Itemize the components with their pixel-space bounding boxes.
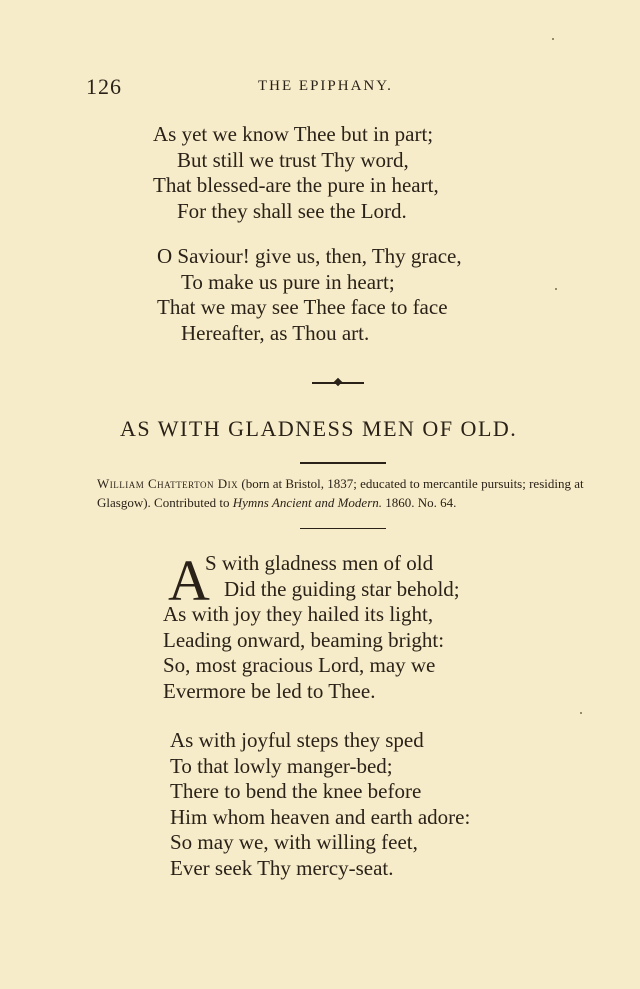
verse-line: As with joy they hailed its light, (163, 602, 434, 626)
title-rule (300, 462, 386, 464)
verse-line: To that lowly manger-bed; (170, 753, 393, 778)
verse-line: As with joyful steps they sped (170, 728, 424, 752)
stanza-2 (157, 244, 462, 346)
verse-line: Ever seek Thy mercy-seat. (170, 855, 394, 880)
verse-line: So, most gracious Lord, may we (163, 653, 436, 677)
verse-line: That we may see Thee face to face (157, 295, 448, 319)
verse-line: There to bend the knee before (170, 779, 422, 803)
verse-line: That blessed-are the pure in heart, (153, 173, 439, 197)
attribution-rule (300, 528, 386, 529)
verse-line: Did the guiding star behold; (224, 576, 460, 601)
stanza-1 (153, 122, 439, 224)
publication-title: Hymns Ancient and Modern. (232, 495, 382, 510)
verse-line: Leading onward, beaming bright: (163, 627, 445, 652)
drop-cap: A (168, 548, 210, 613)
verse-line: For they shall see the Lord. (177, 198, 407, 223)
verse-line: Evermore be led to Thee. (163, 678, 376, 703)
page-number: 126 (86, 74, 122, 99)
section-ornament (312, 382, 364, 384)
hymn-verse-2 (170, 728, 470, 881)
verse-line: Him whom heaven and earth adore: (170, 804, 471, 829)
hymn-verse-1 (163, 548, 460, 704)
paper-speck (555, 288, 557, 290)
verse-line: O Saviour! give us, then, Thy grace, (157, 244, 462, 268)
hymn-title: AS WITH GLADNESS MEN OF OLD. (120, 416, 518, 441)
author-name: William Chatterton Dix (97, 476, 239, 491)
verse-line: Hereafter, as Thou art. (181, 320, 370, 345)
verse-line: S with gladness men of old (205, 551, 434, 575)
publication-year: 1860. (382, 495, 415, 510)
verse-line: So may we, with willing feet, (170, 830, 418, 854)
attribution (97, 474, 592, 512)
hymn-number: No. 64. (414, 495, 457, 510)
paper-speck (552, 38, 554, 40)
attribution-details: (born at Bristol, 1837; educated to mercantile pursuits; residing at Glasgow). Contributed to (97, 476, 584, 510)
verse-line: But still we trust Thy word, (177, 147, 409, 172)
verse-line: As yet we know Thee but in part; (153, 122, 434, 146)
verse-line: To make us pure in heart; (181, 269, 395, 294)
running-title: THE EPIPHANY. (258, 78, 393, 94)
paper-speck (580, 712, 582, 714)
